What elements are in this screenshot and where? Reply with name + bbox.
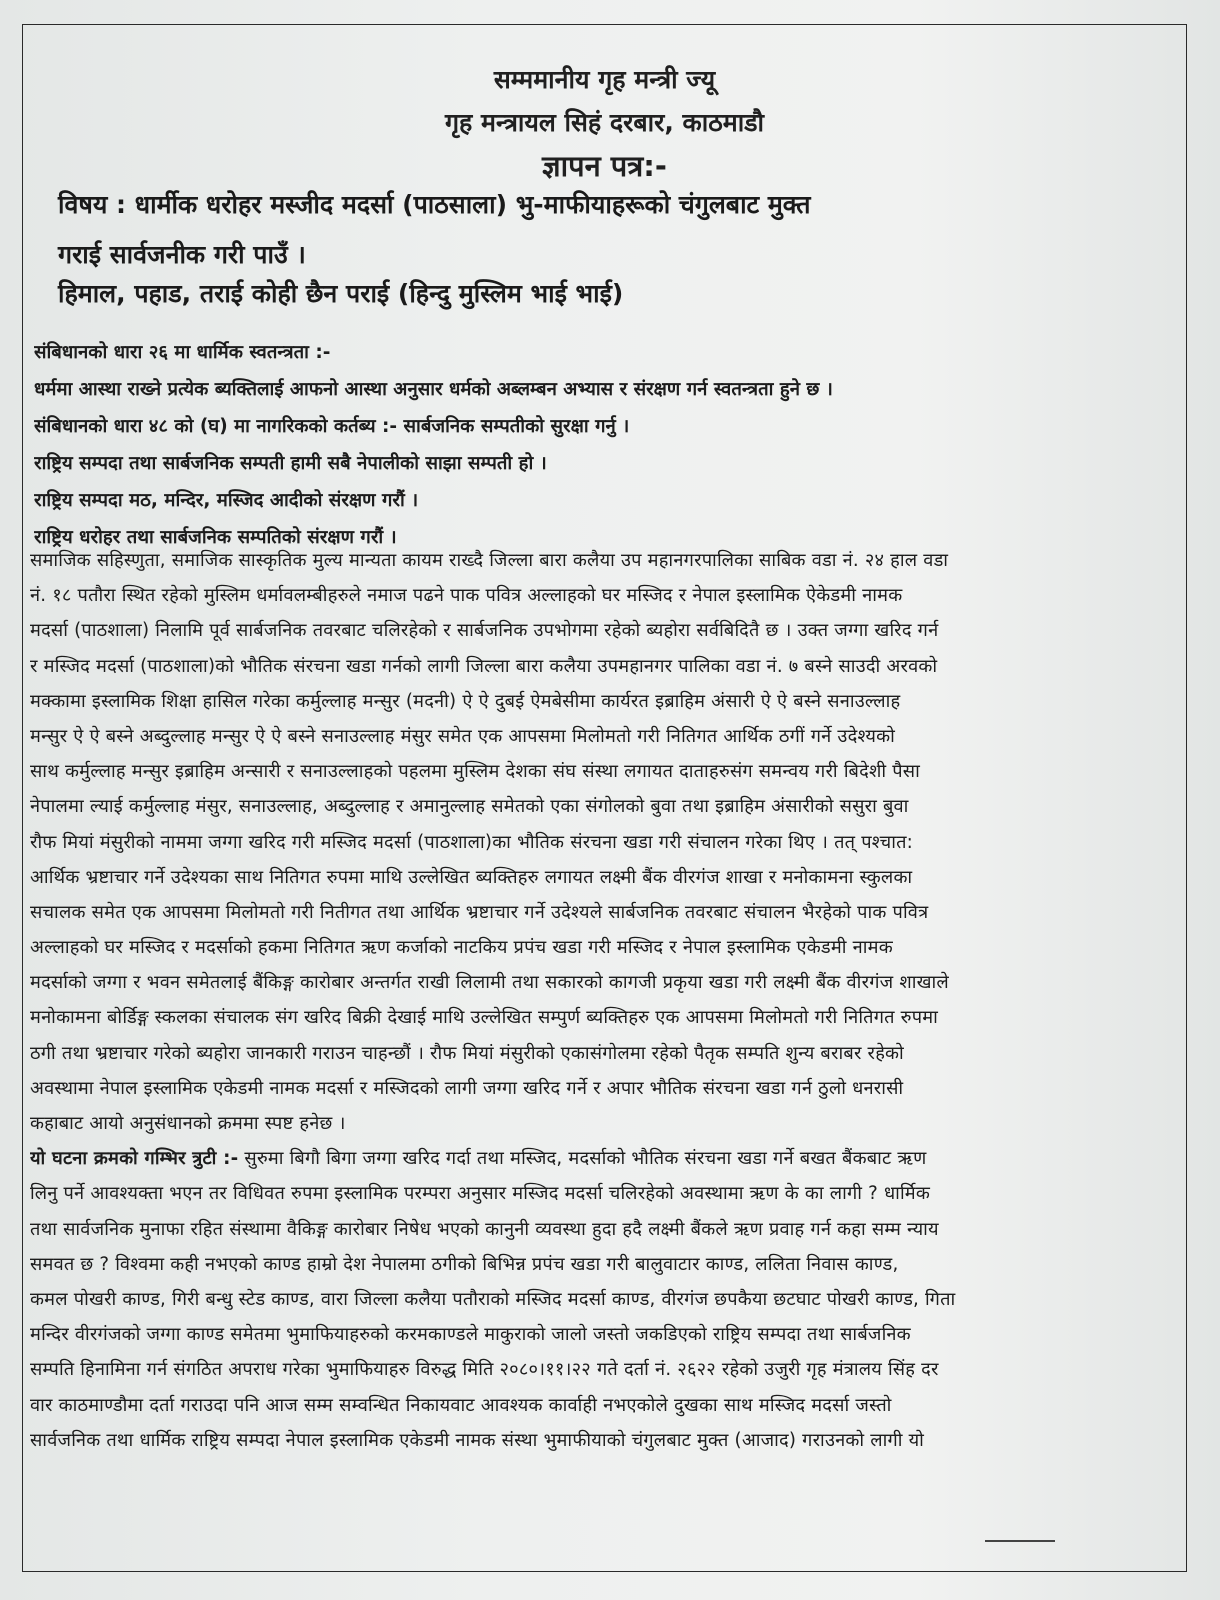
constitution-points bbox=[34, 334, 1174, 556]
flaw-first-line-text: सुरुमा बिगौ बिगा जग्गा खरिद गर्दा तथा मस्जिद, मदर्साको भौतिक संरचना खडा गर्ने बखत बैंकबाट ऋण bbox=[238, 1148, 927, 1170]
body-line: लिनु पर्ने आवश्यक्ता भएन तर विधिवत रुपमा इस्लामिक परम्परा अनुसार मस्जिद मदर्सा चलिरहेको अवस्थामा ऋण के का लागी ? धार्मिक bbox=[30, 1183, 930, 1205]
body-line: मनोकामना बोर्डिङ्ग स्कलका संचालक संग खरिद बिक्री देखाई माथि उल्लेखित सम्पुर्ण ब्यक्तिहरु एक आपसमा मिलोमतो गरी नितिगत रुपमा bbox=[30, 1007, 939, 1029]
office-address: गृह मन्त्रायल सिहं दरबार, काठमाडौ bbox=[444, 108, 765, 137]
document-type-title: ज्ञापन पत्र:- bbox=[542, 149, 667, 183]
subject-line-2: गराई सार्वजनीक गरी पाउँ । bbox=[58, 240, 306, 269]
body-line: वार काठमाण्डौमा दर्ता गराउदा पनि आज सम्म सम्वन्धित निकायवाट आवश्यक कार्वाही नभएकोले दुखका साथ मस्जिद मदर्सा जस्तो bbox=[30, 1394, 892, 1416]
pen-mark bbox=[985, 1540, 1055, 1546]
body-line: आर्थिक भ्रष्टाचार गर्ने उदेश्यका साथ नितिगत रुपमा माथि उल्लेखित ब्यक्तिहरु लगायत लक्ष्मी बैंक वीरगंज शाखा र मनोकामना स्कुलका bbox=[30, 866, 913, 888]
body-line: नेपालमा ल्याई कर्मुल्लाह मंसुर, सनाउल्लाह, अब्दुल्लाह र अमानुल्लाह समेतको एका संगोलको बुवा तथा इब्राहिम अंसारीको ससुरा बुवा bbox=[30, 796, 909, 818]
flaw-first-line bbox=[30, 1141, 1178, 1176]
body-line: मक्कामा इस्लामिक शिक्षा हासिल गरेका कर्मुल्लाह मन्सुर (मदनी) ऐ ऐ दुबई ऐमबेसीमा कार्यरत इब्राहिम अंसारी ऐ ऐ बस्ने सनाउल्लाह bbox=[30, 690, 901, 712]
point-line: राष्ट्रिय सम्पदा तथा सार्बजनिक सम्पती हामी सबै नेपालीको साझा सम्पती हो । bbox=[34, 453, 547, 474]
body-line: मन्दिर वीरगंजको जग्गा काण्ड समेतमा भुमाफियाहरुको करमकाण्डले माकुराको जालो जस्तो जकडिएको राष्ट्रिय सम्पदा तथा सार्बजनिक bbox=[30, 1324, 911, 1346]
body-line: सचालक समेत एक आपसमा मिलोमतो गरी नितीगत तथा आर्थिक भ्रष्टाचार गर्ने उदेश्यले सार्बजनिक तवरबाट संचालन भैरहेको पाक पवित्र bbox=[30, 901, 929, 923]
slogan: हिमाल, पहाड, तराई कोही छैन पराई (हिन्दु मुस्लिम भाई भाई) bbox=[58, 279, 624, 308]
body-line: रौफ मियां मंसुरीको नाममा जग्गा खरिद गरी मस्जिद मदर्सा (पाठशाला)का भौतिक संरचना खडा गरी संचालन गरेका थिए । तत् पश्चात: bbox=[30, 831, 914, 853]
point-line: संबिधानको धारा ४८ को (घ) मा नागरिकको कर्तब्य :- सार्बजनिक सम्पतीको सुरक्षा गर्नु । bbox=[34, 416, 630, 437]
point-line: धर्ममा आस्था राख्ने प्रत्येक ब्यक्तिलाई आफनो आस्था अनुसार धर्मको अब्लम्बन अभ्यास र संरक्षण गर्न स्वतन्त्रता हुने छ । bbox=[34, 379, 833, 400]
body-line: मदर्सा (पाठशाला) निलामि पूर्व सार्बजनिक तवरबाट चलिरहेको र सार्बजनिक उपभोगमा रहेको ब्यहोरा सर्वबिदितै छ । उक्त जग्गा खरिद गर्न bbox=[30, 620, 939, 642]
point-line: संबिधानको धारा २६ मा धार्मिक स्वतन्त्रता :- bbox=[34, 342, 331, 363]
body-line: ठगी तथा भ्रष्टाचार गरेको ब्यहोरा जानकारी गराउन चाहन्छौं । रौफ मियां मंसुरीको एकासंगोलमा रहेको पैतृक सम्पति शुन्य बराबर रहेको bbox=[30, 1042, 904, 1064]
body-line: कहाबाट आयो अनुसंधानको क्रममा स्पष्ट हनेछ । bbox=[30, 1113, 346, 1134]
body-text bbox=[30, 543, 1178, 1458]
body-line: नं. १८ पतौरा स्थित रहेको मुस्लिम धर्मावलम्बीहरुले नमाज पढने पाक पवित्र अल्लाहको घर मस्जिद र नेपाल इस्लामिक ऐकेडमी नामक bbox=[30, 585, 903, 607]
body-line: अल्लाहको घर मस्जिद र मदर्साको हकमा नितिगत ऋण कर्जाको नाटकिय प्रपंच खडा गरी मस्जिद र नेपाल इस्लामिक एकेडमी नामक bbox=[30, 937, 893, 959]
body-line: अवस्थामा नेपाल इस्लामिक एकेडमी नामक मदर्सा र मस्जिदको लागी जग्गा खरिद गर्ने र अपार भौतिक संरचना खडा गर्न ठुलो धनरासी bbox=[30, 1077, 904, 1099]
subject-line-1: विषय : धार्मीक धरोहर मस्जीद मदर्सा (पाठसाला) भु-माफीयाहरूको चंगुलबाट मुक्त bbox=[58, 190, 811, 219]
point-line: राष्ट्रिय धरोहर तथा सार्बजनिक सम्पतिको संरक्षण गरौं । bbox=[34, 527, 397, 548]
body-line: र मस्जिद मदर्सा (पाठशाला)को भौतिक संरचना खडा गर्नको लागी जिल्ला बारा कलैया उपमहानगर पालिका वडा नं. ७ बस्ने साउदी अरवको bbox=[30, 655, 938, 677]
body-line: मन्सुर ऐ ऐ बस्ने अब्दुल्लाह मन्सुर ऐ ऐ बस्ने सनाउल्लाह मंसुर समेत एक आपसमा मिलोमतो गरी नितिगत आर्थिक ठगीं गर्ने उदेश्यको bbox=[30, 725, 896, 747]
body-line: सम्पति हिनामिना गर्न संगठित अपराध गरेका भुमाफियाहरु विरुद्ध मिति २०८०।११।२२ गते दर्ता नं. २६२२ रहेको उजुरी गृह मंत्रालय सिंह दर bbox=[30, 1359, 939, 1381]
body-line: कमल पोखरी काण्ड, गिरी बन्धु स्टेड काण्ड, वारा जिल्ला कलैया पतौराको मस्जिद मदर्सा काण्ड, वीरगंज छपकैया छटघाट पोखरी काण्ड, गिता bbox=[30, 1288, 956, 1310]
body-line: तथा सार्वजनिक मुनाफा रहित संस्थामा वैकिङ्ग कारोबार निषेध भएको कानुनी व्यवस्था हुदा हदै लक्ष्मी बैंकले ऋण प्रवाह गर्न कहा सम्म न्याय bbox=[30, 1218, 939, 1240]
point-line: राष्ट्रिय सम्पदा मठ, मन्दिर, मस्जिद आदीको संरक्षण गरौं । bbox=[34, 490, 419, 511]
flaw-heading: यो घटना क्रमको गम्भिर त्रुटी :- bbox=[30, 1148, 239, 1170]
body-line: समवत छ ? विश्वमा कही नभएको काण्ड हाम्रो देश नेपालमा ठगीको बिभिन्न प्रपंच खडा गरी बालुवाटार काण्ड, ललिता निवास काण्ड, bbox=[30, 1253, 899, 1275]
addressee: सम्ममानीय गृह मन्त्री ज्यू bbox=[493, 65, 716, 94]
body-line: साथ कर्मुल्लाह मन्सुर इब्राहिम अन्सारी र सनाउल्लाहको पहलमा मुस्लिम देशका संघ संस्था लगायत दाताहरुसंग समन्वय गरी बिदेशी पैसा bbox=[30, 761, 920, 783]
subject-block bbox=[58, 180, 1178, 280]
body-line: समाजिक सहिस्णुता, समाजिक सास्कृतिक मुल्य मान्यता कायम राख्दै जिल्ला बारा कलैया उप महानगरपालिका साबिक वडा नं. २४ हाल वडा bbox=[30, 550, 949, 571]
body-line: सार्वजनिक तथा धार्मिक राष्ट्रिय सम्पदा नेपाल इस्लामिक एकेडमी नामक संस्था भुमाफीयाको चंगुलबाट मुक्त (आजाद) गराउनको लागी यो bbox=[30, 1429, 925, 1451]
body-line: मदर्साको जग्गा र भवन समेतलाई बैंकिङ्ग कारोबार अन्तर्गत राखी लिलामी तथा सकारको कागजी प्रकृया खडा गरी लक्ष्मी बैंक वीरगंज शाखाले bbox=[30, 972, 949, 994]
